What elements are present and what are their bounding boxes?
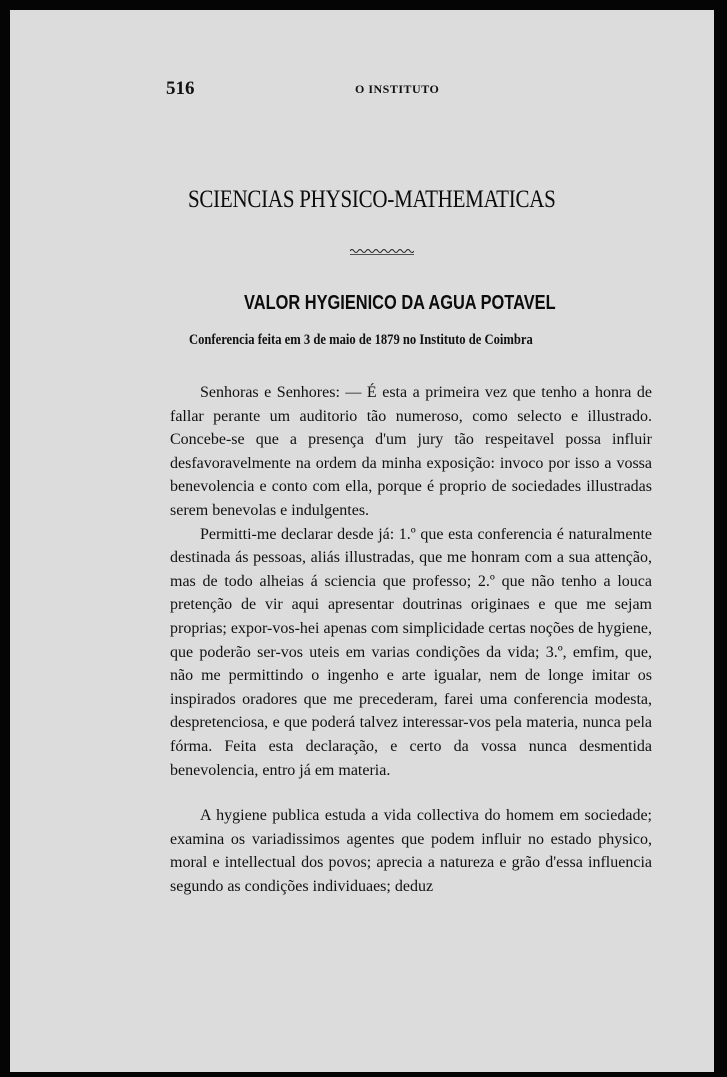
document-page [10,10,714,1072]
article-body [170,381,652,898]
paragraph: Senhoras e Senhores: — É esta a primeira vez que tenho a honra de fallar perante um auditorio tão numeroso, como selecto e illustrado. Concebe-se que a presença d'um jury tão respeitavel possa influir desfavoravelmente na ordem da minha exposição: invoco por isso a vossa benevolencia e conto com ella, porque é proprio de sociedades illustradas serem benevolas e indulgentes. [170,384,652,519]
section-title: SCIENCIAS PHYSICO-MATHEMATICAS [188,186,556,213]
page-number: 516 [166,78,195,99]
paragraph: A hygiene publica estuda a vida collectiva do homem em sociedade; examina os variadissimos agentes que podem influir no estado physico, moral e intellectual dos povos; aprecia a natureza e grão d'essa influencia segundo as condições individuaes; deduz [170,807,652,895]
article-subtitle: Conferencia feita em 3 de maio de 1879 no Instituto de Coimbra [189,332,533,348]
running-title: O INSTITUTO [355,82,440,96]
article-title: VALOR HYGIENICO DA AGUA POTAVEL [244,292,556,314]
wavy-rule-ornament [350,248,414,256]
paragraph: Permitti-me declarar desde já: 1.º que esta conferencia é naturalmente destinada ás pessoas, aliás illustradas, que me honram com a sua attenção, mas de todo alheias á sciencia que professo; 2.º que não tenho a louca pretenção de vir aqui apresentar doutrinas originaes e que me sejam proprias; expor-vos-hei apenas com simplicidade certas noções de hygiene, que poderão ser-vos uteis em varias condições da vida; 3.º, emfim, que, não me permittindo o ingenho e arte igualar, nem de longe imitar os inspirados oradores que me precederam, farei uma conferencia modesta, despretenciosa, e que poderá talvez interessar-vos pela materia, nunca pela fórma. Feita esta declaração, e certo da vossa nunca desmentida benevolencia, entro já em materia. [170,525,652,779]
